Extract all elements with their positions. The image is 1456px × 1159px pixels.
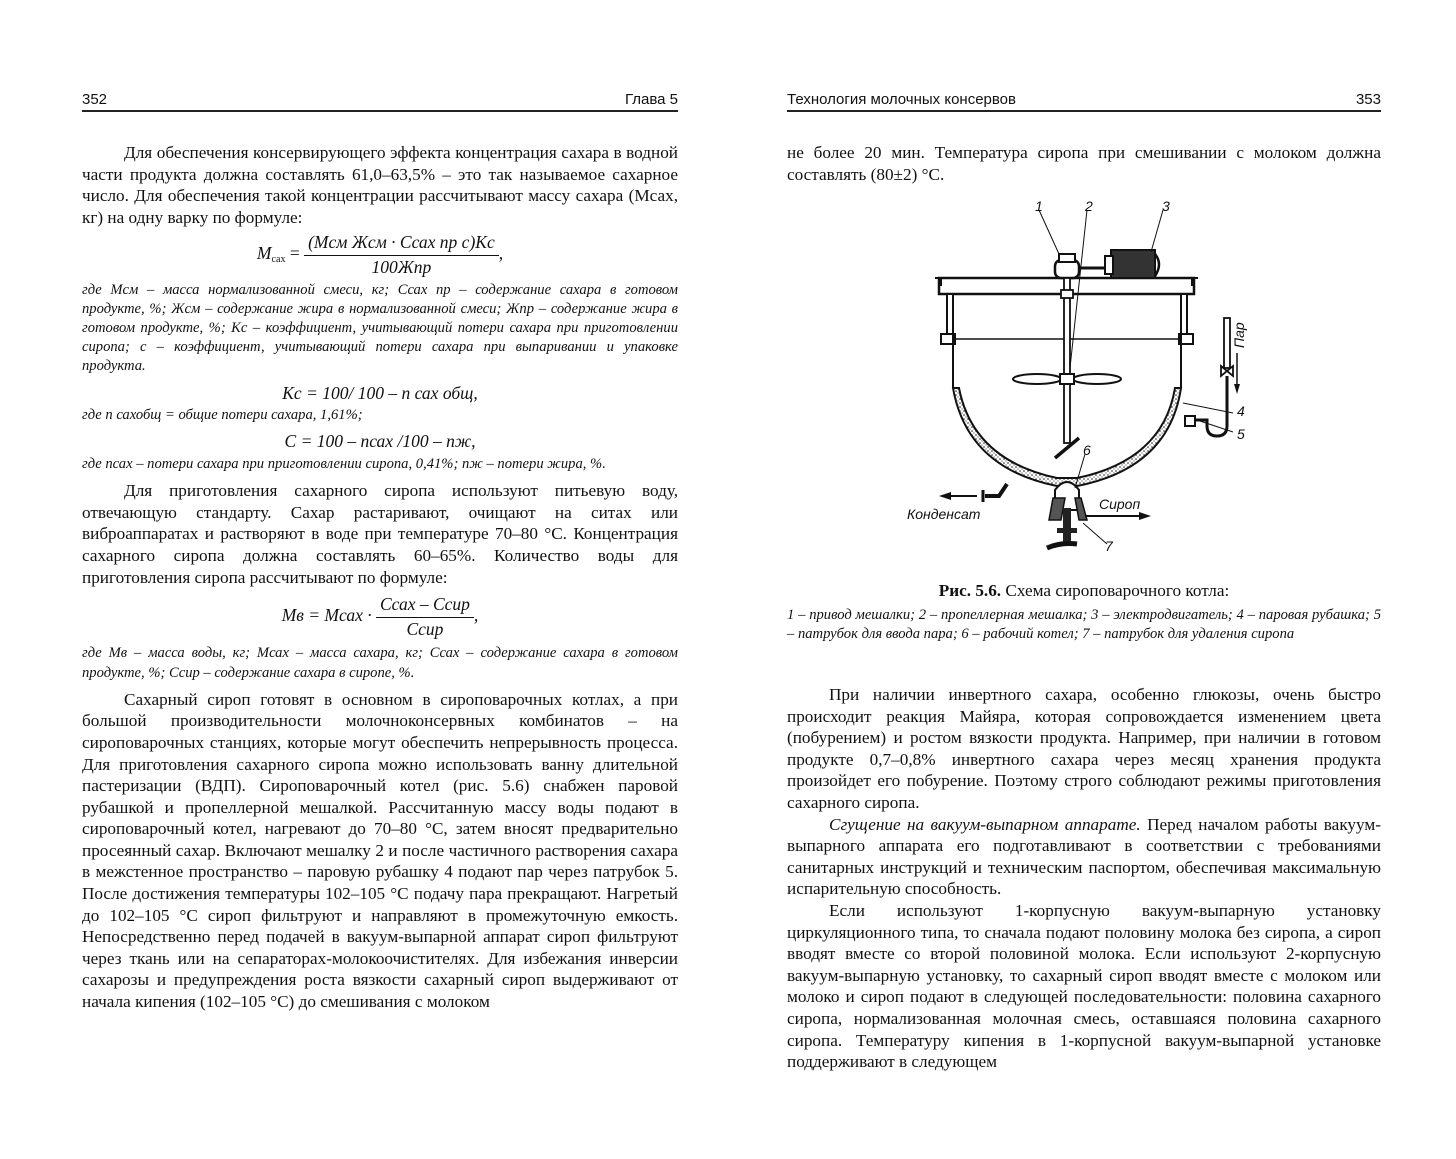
left-body (82, 142, 678, 1013)
formula-kc: Kс = 100/ 100 – n сах общ, (282, 382, 478, 403)
diagram-label: 2 (1085, 198, 1093, 214)
formula-c: C = 100 – nсах /100 – nж, (284, 431, 476, 452)
running-head-left (82, 88, 678, 112)
formula-note: где Mв – масса воды, кг; Mсах – масса сахара, кг; Cсах – содержание сахара в готовом продукте, %; Cсир – содержание сахара в сиропе, %. (82, 645, 678, 681)
formula-note: где nсах – потери сахара при приготовлении сиропа, 0,41%; nж – потери жира, %. (82, 455, 606, 472)
paragraph: Для приготовления сахарного сиропа используют питьевую воду, отвечающую стандарту. Сахар растаривают, очищают на ситах или виброаппаратах и растворяют в воде при температуре 70–80 °С. Концентрация сахарного сиропа должна составлять 60–65%. Количество воды для приготовления сиропа рассчитывают по формуле: (82, 481, 678, 587)
diagram-label: 1 (1035, 198, 1043, 214)
paragraph: Сгущение на вакуум-выпарном аппарате. Перед началом работы вакуум-выпарного аппарата его подготавливают в соответствии с требованиями санитарных инструкций и техническим паспортом, обеспечивая максимальную испарительную способность. (787, 814, 1381, 899)
formula-sugar-mass: $M_{сах}$ = $\frac{\text{(Mсм Жсм · Cсах пр c)Kс}}{\text{100Жпр}}$ , (256, 232, 504, 277)
steam-label: Пар (1231, 322, 1247, 348)
diagram-label: 5 (1237, 426, 1245, 442)
running-head-right (787, 88, 1381, 112)
right-body-bottom (787, 684, 1381, 1073)
formula-note: где Mсм – масса нормализованной смеси, кг; Cсах пр – содержание сахара в готовом продукте, %; Жсм – содержание жира в нормализованной смеси; Жпр – содержание жира в готовом продукте, %; Kс – коэффициент, учитывающий потери сахара при приготовлении сиропа; c – коэффициент, учитывающий потери сахара при выпаривании и упаковке продукта. (82, 281, 678, 375)
paragraph: При наличии инвертного сахара, особенно глюкозы, очень быстро происходит реакция Майяра, которая сопровождается изменением цвета (побурением) и ростом вязкости продукта. Например, при наличии в готовом продукте 0,7–0,8% инвертного сахара через месяц хранения продукта произойдет его побурение. Поэтому строго соблюдают режимы приготовления сахарного сиропа. (787, 685, 1381, 812)
right-body-top (787, 142, 1381, 185)
paragraph: Сахарный сироп готовят в основном в сироповарочных котлах, а при большой производительности молочноконсервных комбинатов – на сироповарочных станциях, которые могут обеспечить непрерывность процесса. Для приготовления сахарного сиропа можно использовать ванну длительной пастеризации (ВДП). Сироповарочный котел (рис. 5.6) снабжен паровой рубашкой и пропеллерной мешалкой. Рассчитанную массу воды подают в сироповарочный котел, нагревают до 70–80 °С, затем вносят предварительно просеянный сахар. Включают мешалку 2 и после частичного растворения сахара в межстенное пространство – паровую рубашку 4 подают пар через патрубок 5. После достижения температуры 102–105 °С подачу пара прекращают. Нагретый до 102–105 °С сироп фильтруют и направляют в промежуточную емкость. Непосредственно перед подачей в вакуум-выпарной аппарат сироп фильтруют через ткань или на сепараторах-молокоочистителях. Для избежания инверсии сахарозы и предупреждения роста вязкости сахарный сироп выдерживают от начала кипения (102–105 °С) до смешивания с молоком (82, 689, 678, 1012)
formula-water-mass: Mв = Mсах · $\frac{\text{Cсах – Cсир}}{\text{Cсир}}$ , (281, 594, 479, 639)
caption-legend: 1 – привод мешалки; 2 – пропеллерная мешалка; 3 – электродвигатель; 4 – паровая рубашка; 5 – патрубок для ввода пара; 6 – рабочий котел; 7 – патрубок для удаления сиропа (787, 606, 1381, 642)
caption-title: Схема сироповарочного котла: (1005, 581, 1230, 600)
figure-syrup-kettle (907, 198, 1267, 568)
paragraph: не более 20 мин. Температура сиропа при смешивании с молоком должна составлять (80±2) °С. (787, 143, 1381, 184)
condensate-label: Конденсат (907, 506, 981, 522)
paragraph: Для обеспечения консервирующего эффекта концентрация сахара в водной части продукта должна составлять 61,0–63,5% – это так называемое сахарное число. Для обеспечения такой концентрации рассчитывают массу сахара (Mсах, кг) на одну варку по формуле: (82, 143, 678, 227)
formula-denominator: Cсир (406, 618, 444, 639)
chapter-title: Глава 5 (624, 91, 678, 108)
paragraph: Если используют 1-корпусную вакуум-выпарную установку циркуляционного типа, то сначала подают половину молока без сиропа, а сироп вводят вместе со второй половиной молока. Если используют 2-корпусную вакуум-выпарную установку, то сахарный сироп вводят вместе с молоком или молоко и сироп подают в следующей последовательности: половина сахарного сиропа, нормализованная молочная смесь, оставшаяся половина сахарного сиропа. Температуру кипения в 1-корпусной вакуум-выпарной установке поддерживают в следующем (787, 900, 1381, 1072)
section-subheading: Сгущение на вакуум-выпарном аппарате. (829, 814, 1141, 834)
diagram-label: 3 (1162, 198, 1170, 214)
syrup-label: Сироп (1099, 496, 1141, 512)
section-title: Технология молочных консервов (787, 91, 1016, 108)
caption-number: Рис. 5.6. (938, 581, 1002, 600)
diagram-label: 4 (1237, 403, 1245, 419)
formula-numerator: (Mсм Жсм · Cсах пр c)Kс (304, 232, 499, 256)
page-number: 353 (1355, 91, 1381, 108)
formula-denominator: 100Жпр (371, 256, 432, 277)
figure-caption (787, 580, 1381, 644)
diagram-label: 6 (1083, 442, 1091, 458)
diagram-label: 7 (1105, 538, 1113, 554)
formula-numerator: Cсах – Cсир (376, 594, 474, 618)
formula-note: где n сахобщ = общие потери сахара, 1,61%; (82, 407, 363, 424)
page-number: 352 (82, 91, 108, 108)
